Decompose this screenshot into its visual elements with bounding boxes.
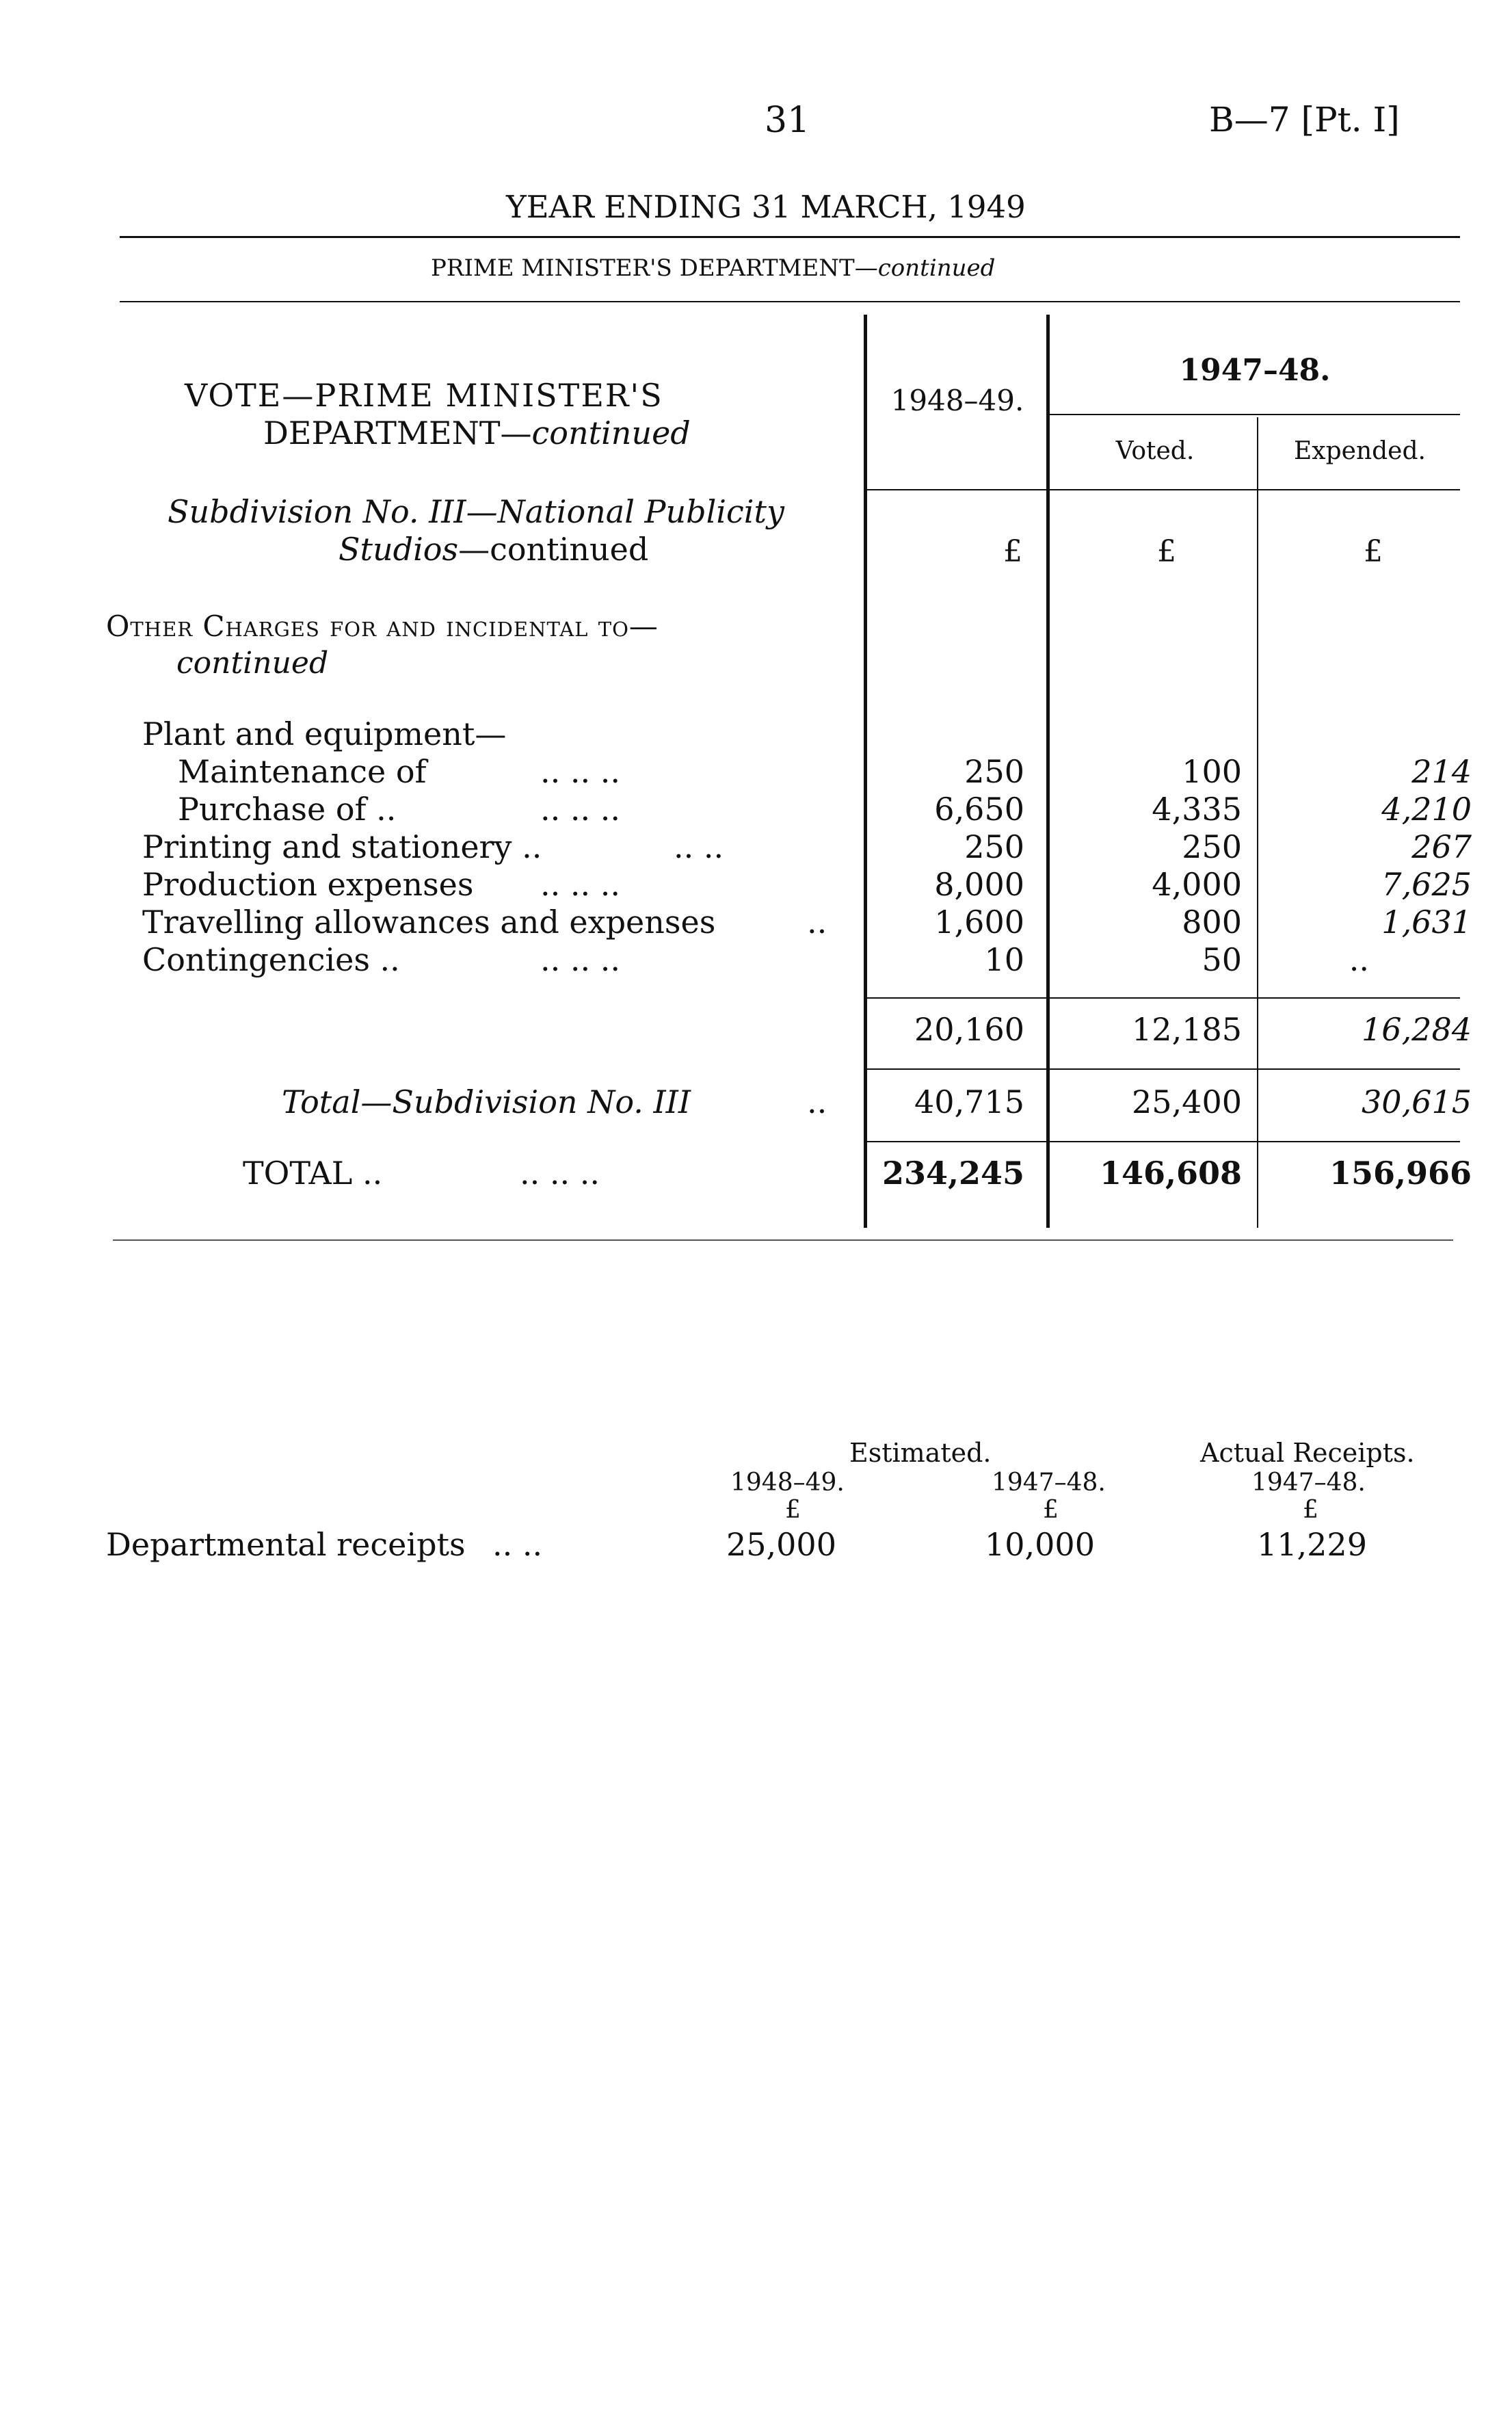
vote-title-line2-continued: continued — [531, 415, 691, 451]
currency-1948: £ — [1003, 534, 1022, 569]
subdivision-line1: Subdivision No. III—National Publicity — [168, 493, 784, 530]
receipts-estimated-label: Estimated. — [849, 1438, 992, 1468]
plant-heading: Plant and equipment— — [142, 715, 507, 752]
total-subdivision-dots: .. — [807, 1083, 827, 1120]
row-1948-production: 8,000 — [934, 866, 1024, 903]
total-subdivision-label: Total—Subdivision No. III — [282, 1083, 691, 1120]
subdivision-line2 — [339, 531, 649, 568]
row-dots-travelling: .. — [807, 904, 827, 941]
row-voted-production: 4,000 — [1152, 866, 1242, 903]
receipts-est-1947: 10,000 — [985, 1526, 1095, 1563]
receipts-col-1947-48: 1947–48. — [992, 1469, 1106, 1497]
receipts-currency-actual: £ — [1303, 1496, 1318, 1524]
subdivision-line2-text: Studios — [339, 531, 459, 568]
table-rule-voted — [1046, 315, 1050, 1228]
page-number: 31 — [765, 100, 810, 141]
row-1948-printing: 250 — [964, 828, 1024, 865]
column-header-voted: Voted. — [1115, 437, 1195, 465]
receipts-actual-1947: 11,229 — [1257, 1526, 1367, 1563]
row-dots-purchase: .. .. .. — [540, 791, 620, 828]
subdivision-line2-continued: —continued — [458, 531, 649, 568]
grand-total-label: TOTAL .. — [243, 1155, 383, 1192]
row-dots-contingencies: .. .. .. — [540, 941, 620, 978]
table-rule-expended — [1257, 417, 1258, 1228]
currency-expended: £ — [1364, 534, 1383, 569]
row-1948-purchase: 6,650 — [934, 791, 1024, 828]
row-voted-contingencies: 50 — [1202, 941, 1242, 978]
header-rule-top — [120, 236, 1460, 238]
column-header-1947-48: 1947–48. — [1179, 353, 1331, 388]
total-subdivision-voted: 25,400 — [1132, 1083, 1242, 1120]
department-heading — [431, 254, 996, 282]
row-dots-maintenance: .. .. .. — [540, 753, 620, 790]
receipts-currency-1948: £ — [785, 1496, 801, 1524]
year-heading: YEAR ENDING 31 MARCH, 1949 — [506, 189, 1026, 225]
row-1948-contingencies: 10 — [984, 941, 1024, 978]
row-voted-maintenance: 100 — [1182, 753, 1242, 790]
column-header-bottom-rule — [864, 489, 1460, 490]
row-expended-printing: 267 — [1411, 828, 1472, 865]
receipts-actual-label: Actual Receipts. — [1200, 1438, 1415, 1468]
column-header-split-rule — [1050, 414, 1460, 415]
row-label-maintenance: Maintenance of — [178, 753, 427, 790]
receipts-row-dots: .. .. — [492, 1526, 543, 1563]
row-expended-maintenance: 214 — [1411, 753, 1472, 790]
row-label-contingencies: Contingencies .. — [142, 941, 400, 978]
row-1948-maintenance: 250 — [964, 753, 1024, 790]
column-header-1948-49: 1948–49. — [890, 384, 1024, 417]
row-label-purchase: Purchase of .. — [178, 791, 397, 828]
subtotal-rule — [864, 997, 1460, 999]
total-subdivision-expended: 30,615 — [1362, 1083, 1472, 1120]
column-header-expended: Expended. — [1294, 437, 1426, 465]
receipts-est-1948: 25,000 — [726, 1526, 836, 1563]
subtotal-expended: 16,284 — [1362, 1011, 1472, 1048]
subtotal-1948: 20,160 — [914, 1011, 1024, 1048]
row-1948-travelling: 1,600 — [934, 904, 1024, 941]
receipts-currency-1947: £ — [1043, 1496, 1059, 1524]
row-voted-printing: 250 — [1182, 828, 1242, 865]
grand-total-dots: .. .. .. — [520, 1155, 600, 1192]
other-charges-continued: continued — [176, 646, 329, 681]
row-label-travelling: Travelling allowances and expenses — [142, 904, 716, 941]
row-expended-production: 7,625 — [1381, 866, 1472, 903]
document-reference: B—7 [Pt. I] — [1209, 100, 1400, 140]
header-rule-bottom — [120, 301, 1460, 302]
row-voted-purchase: 4,335 — [1152, 791, 1242, 828]
subtotal-voted: 12,185 — [1132, 1011, 1242, 1048]
row-expended-contingencies: .. — [1349, 941, 1369, 978]
row-voted-travelling: 800 — [1182, 904, 1242, 941]
vote-title-line1: VOTE—PRIME MINISTER'S — [185, 377, 663, 414]
total-subdivision-1948: 40,715 — [914, 1083, 1024, 1120]
row-dots-production: .. .. .. — [540, 866, 620, 903]
subtotal-bottom-rule — [864, 1068, 1460, 1070]
currency-voted: £ — [1157, 534, 1176, 569]
grand-total-expended: 156,966 — [1329, 1155, 1472, 1192]
vote-title-line2 — [263, 417, 691, 449]
other-charges-heading: Other Charges for and incidental to— — [106, 609, 659, 643]
table-rule-1948 — [864, 315, 867, 1228]
grand-total-voted: 146,608 — [1099, 1155, 1242, 1192]
department-heading-continued: continued — [877, 254, 996, 282]
receipts-col-1948-49: 1948–49. — [730, 1469, 845, 1497]
receipts-row-label: Departmental receipts — [106, 1526, 466, 1563]
table-bottom-rule — [113, 1239, 1453, 1241]
row-dots-printing: .. .. — [674, 828, 724, 865]
department-heading-text: PRIME MINISTER'S DEPARTMENT— — [431, 254, 878, 282]
vote-title-line2-text: DEPARTMENT— — [263, 415, 532, 451]
grand-total-1948: 234,245 — [881, 1155, 1024, 1192]
row-label-printing: Printing and stationery .. — [142, 828, 542, 865]
row-expended-purchase: 4,210 — [1381, 791, 1472, 828]
row-expended-travelling: 1,631 — [1381, 904, 1472, 941]
total-subdivision-bottom-rule — [864, 1141, 1460, 1142]
row-label-production: Production expenses — [142, 866, 474, 903]
receipts-col-actual-1947-48: 1947–48. — [1251, 1469, 1366, 1497]
